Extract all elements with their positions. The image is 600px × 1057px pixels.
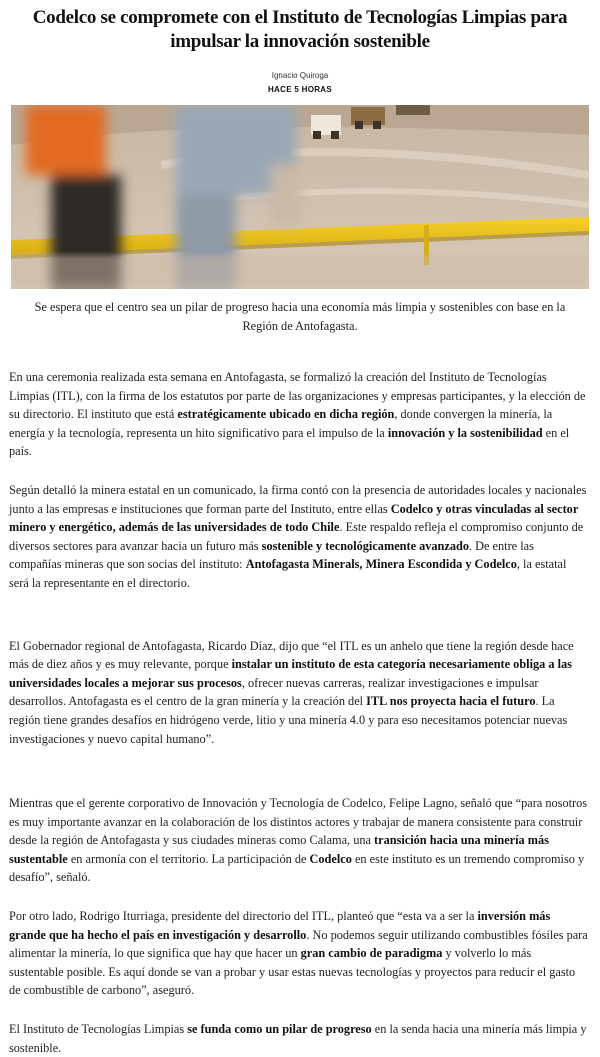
text-run: , donde convergen la minería, la energía y la tecnología, representa un hito significativo para el impulso de la bbox=[9, 407, 553, 440]
bold-text: Codelco bbox=[309, 851, 352, 866]
hero-image bbox=[11, 105, 589, 289]
paragraph bbox=[9, 368, 588, 461]
image-caption: Se espera que el centro sea un pilar de progreso hacia una economía más limpia y sostenibles con base en la Región de Antofagasta. bbox=[34, 300, 566, 333]
bold-text: gran cambio de paradigma bbox=[300, 946, 443, 961]
bold-text: instalar un instituto de esta categoría necesariamente obliga a las universidades locales a mejorar sus procesos bbox=[9, 657, 572, 690]
text-run: . La región tiene grandes desafíos en hidrógeno verde, litio y una minería 4.0 y para eso necesitamos potenciar nuevas investigaciones y nuevo capital humano”. bbox=[9, 694, 568, 746]
text-run: , ofrecer nuevas carreras, realizar investigaciones e impulsar desarrollos. Antofagasta es el centro de la gran minería y la creación del bbox=[9, 675, 539, 709]
text-run: , la estatal será la representante en el directorio. bbox=[9, 557, 567, 590]
paragraph bbox=[9, 907, 588, 1000]
bold-text: sostenible y tecnológicamente avanzado bbox=[261, 538, 469, 553]
bold-text: Codelco y otras vinculadas al sector minero y energético, además de las universidades de todo Chile bbox=[9, 501, 579, 535]
text-run: . No podemos seguir utilizando combustibles fósiles para alimentar la minería, lo que significa que hay que hacer un bbox=[9, 927, 588, 961]
bold-text: innovación y la sostenibilidad bbox=[387, 425, 543, 440]
text-run: en este instituto es un tremendo compromiso y desafío”, señaló. bbox=[9, 851, 585, 885]
author-link[interactable]: Ignacio Quiroga bbox=[271, 71, 329, 80]
text-run: Según detalló la minera estatal en un comunicado, la firma contó con la presencia de autoridades locales y nacionales junto a las empresas e instituciones que forman parte del Instituto, entre ellas bbox=[9, 482, 587, 516]
paragraph bbox=[9, 481, 588, 593]
text-run: en armonía con el territorio. La participación de bbox=[67, 851, 310, 866]
bold-text: estratégicamente ubicado en dicha región bbox=[177, 407, 395, 422]
article-headline: Codelco se compromete con el Instituto de Tecnologías Limpias para impulsar la innovación sostenible bbox=[32, 7, 568, 52]
text-run: En una ceremonia realizada esta semana en Antofagasta, se formalizó la creación del Instituto de Tecnologías Limpias (ITL), con la firma de los estatutos por parte de las organizaciones y empresas participantes, y la elección de su directorio. El instituto que está bbox=[9, 370, 586, 422]
text-run: Mientras que el gerente corporativo de Innovación y Tecnología de Codelco, Felipe Lagno, señaló que “para nosotros es muy importante avanzar en la colaboración de los distintos actores y trabajar de manera consistente para construir desde la región de Antofagasta y sus ciudades mineras como Calama, una bbox=[9, 796, 588, 848]
bold-text: inversión más grande que ha hecho el país en investigación y desarrollo bbox=[9, 909, 551, 942]
text-run: . De entre las compañías mineras que son socias del instituto: bbox=[9, 538, 534, 572]
text-run: El Instituto de Tecnologías Limpias bbox=[9, 1022, 188, 1037]
photo-icon bbox=[11, 105, 589, 289]
text-run: en el país. bbox=[9, 425, 570, 459]
article-body bbox=[0, 368, 600, 1057]
bold-text: transición hacia una minería más sustentable bbox=[9, 833, 549, 866]
text-run: y volverlo lo más sustentable posible. Es aquí donde se van a probar y usar estas nuevas tecnologías y proyectos para reducir el gasto de combustible de carbono”, aseguró. bbox=[9, 946, 576, 998]
bold-text: ITL nos proyecta hacia el futuro bbox=[366, 694, 536, 709]
publish-timestamp: HACE 5 HORAS bbox=[267, 85, 333, 94]
bold-text: se funda como un pilar de progreso bbox=[187, 1022, 372, 1037]
text-run: . Este respaldo refleja el compromiso conjunto de diversos sectores para avanzar hacia un futuro más bbox=[9, 520, 584, 553]
text-run: en la senda hacia una minería más limpia y sostenible. bbox=[9, 1022, 587, 1055]
paragraph bbox=[9, 1020, 588, 1057]
paragraph bbox=[9, 794, 588, 887]
paragraph bbox=[9, 637, 588, 749]
bold-text: Antofagasta Minerals, Minera Escondida y Codelco bbox=[245, 557, 517, 572]
text-run: El Gobernador regional de Antofagasta, Ricardo Díaz, dijo que “el ITL es un anhelo que tiene la región desde hace más de diez años y es muy relevante, porque bbox=[9, 638, 574, 672]
text-run: Por otro lado, Rodrigo Iturriaga, presidente del directorio del ITL, planteó que “esta va a ser la bbox=[9, 909, 478, 924]
